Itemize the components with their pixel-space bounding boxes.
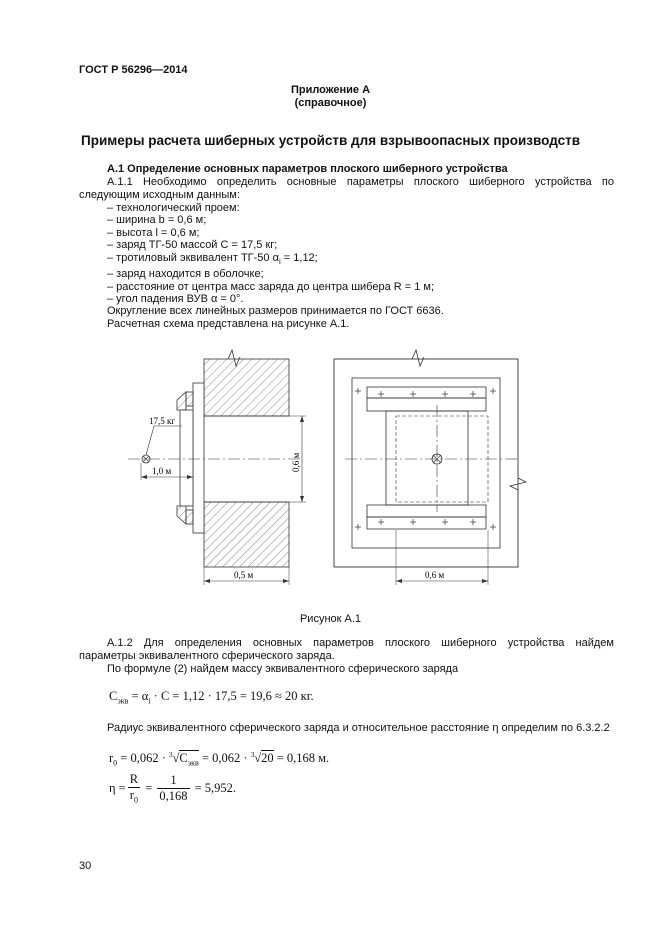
appendix-subtitle: (справочное) [294, 97, 367, 109]
gate-body [386, 411, 468, 505]
paragraph-a12-line1: А.1.2 Для определения основных параметров плоского шиберного устройства найдем [107, 637, 614, 649]
section-heading: А.1 Определение основных параметров плоского шиберного устройства [107, 163, 508, 175]
paragraph-a11-line2: следующим исходным данным: [79, 189, 240, 201]
list-item: – высота l = 0,6 м; [107, 226, 200, 239]
list-item: – заряд находится в оболочке; [107, 268, 264, 281]
thickness-label: 0,5 м [234, 570, 254, 580]
list-item: – расстояние от центра масс заряда до центра шибера R = 1 м; [107, 280, 435, 293]
list-item: – технологический проем: [107, 202, 240, 214]
side-view [128, 350, 306, 585]
distance-label: 1,0 м [152, 466, 172, 476]
gate-plate [193, 383, 204, 533]
list-item: – угол падения ВУВ α = 0°. [107, 293, 244, 306]
main-title: Примеры расчета шиберных устройств для взрывоопасных производств [81, 133, 580, 148]
radius-intro: Радиус эквивалентного сферического заряда и относительное расстояние η определим по 6.3.2.2 [107, 722, 610, 734]
formula-relative-distance: η = $\frac{R}{r_0}$ = $\frac{1}{0,168}$ = 5,952. [109, 772, 237, 805]
front-view [334, 350, 526, 585]
appendix-title: Приложение А [290, 84, 371, 96]
charge-label: 17,5 кг [149, 416, 176, 426]
scheme-note: Расчетная схема представлена на рисунке А.1. [107, 317, 350, 330]
height-label: 0,6 м [291, 452, 301, 472]
wall-lower [204, 502, 289, 567]
list-item: – ширина b = 0,6 м; [107, 214, 207, 227]
width-label: 0,6 м [425, 570, 445, 580]
figure-caption: Рисунок А.1 [299, 613, 362, 625]
formula-equivalent-mass: $C_{экв} = \alpha_i \cdot C = 1,12 \cdot 17,5 = 19,6 \approx 20$ кг. [109, 689, 314, 706]
outer-frame [334, 359, 518, 567]
formula-intro: По формуле (2) найдем массу эквивалентного сферического заряда [107, 663, 459, 675]
paragraph-a12-line2: параметры эквивалентного сферического заряда. [79, 650, 335, 662]
input-data-list [107, 202, 444, 330]
wall-upper [204, 359, 289, 416]
rounding-note: Округление всех линейных размеров принимается по ГОСТ 6636. [107, 305, 444, 318]
figure-a1-diagram [120, 340, 560, 590]
paragraph-a11-line1: А.1.1 Необходимо определить основные параметры плоского шиберного устройства по [107, 176, 614, 188]
bottom-rail [367, 505, 486, 517]
inner-frame [352, 378, 500, 548]
list-item: – тротиловый эквивалент ТГ-50 $\alpha_i = 1,12$; [107, 251, 318, 266]
formula-radius: $r_0 = 0,062 \cdot ^3√C_{экв} = 0,062 \cdot ^3√20 = 0,168$ м. [109, 751, 330, 768]
list-item: – заряд ТГ-50 массой C = 17,5 кг; [107, 239, 278, 252]
break-mark [412, 350, 424, 366]
document-id: ГОСТ Р 56296—2014 [79, 64, 188, 76]
page-number: 30 [79, 860, 92, 872]
top-rail [367, 387, 486, 398]
